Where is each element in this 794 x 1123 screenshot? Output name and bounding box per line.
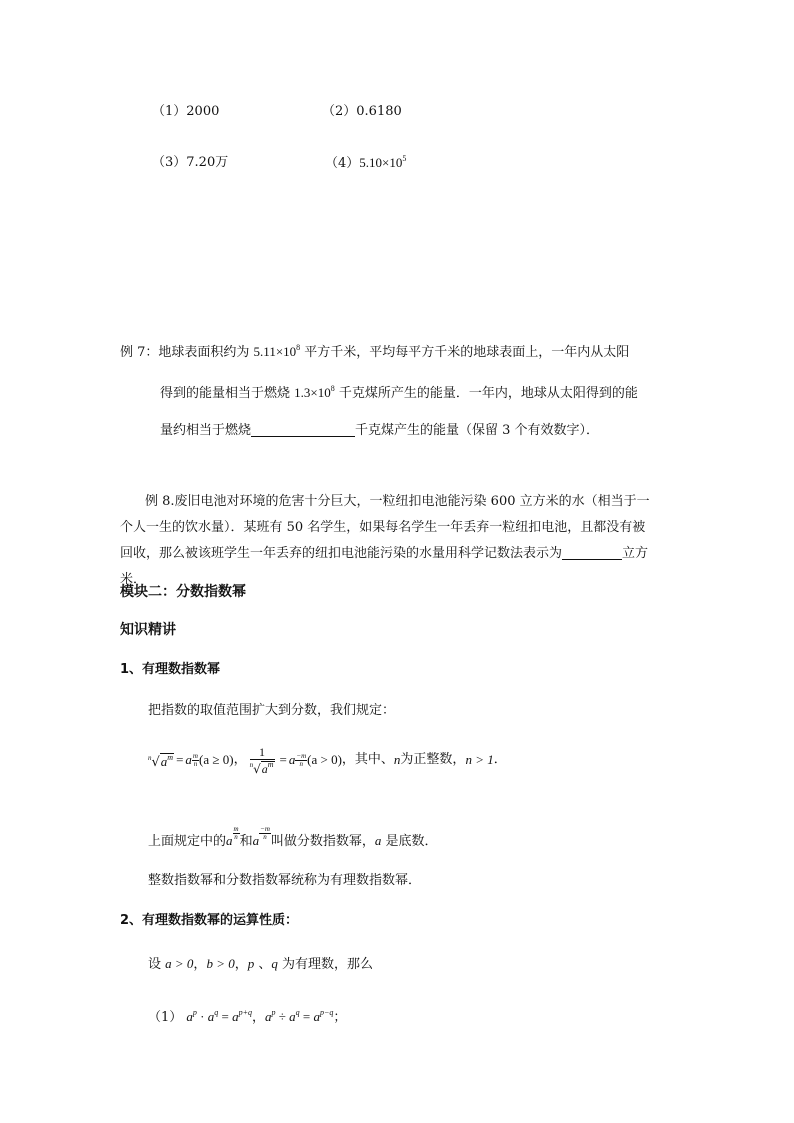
numerator: 1 bbox=[250, 746, 275, 760]
text: 得到的能量相当于燃烧 bbox=[160, 386, 295, 401]
example-7-line-3 bbox=[160, 423, 599, 439]
answer-4-label: （4） bbox=[325, 156, 360, 171]
text: 叫做分数指数幂， bbox=[270, 834, 375, 849]
definition-formula bbox=[148, 744, 507, 776]
condition-b: b > 0 bbox=[206, 956, 235, 971]
knowledge-title: 知识精讲 bbox=[120, 622, 176, 638]
var-a: a bbox=[374, 833, 382, 848]
text: 千克煤所产生的能量．一年内，地球从太阳得到的能 bbox=[334, 386, 638, 401]
denominator: $^n√a^m$ bbox=[249, 759, 274, 776]
example-7-line-2 bbox=[160, 385, 638, 402]
text: 千克煤产生的能量（保留 3 个有效数字）． bbox=[355, 423, 600, 438]
rule-label: （1） bbox=[148, 1010, 183, 1025]
text: 上面规定中的 bbox=[148, 834, 227, 849]
condition: (a ≥ 0) bbox=[198, 752, 234, 767]
base: a bbox=[252, 833, 260, 848]
root-index: n bbox=[148, 753, 152, 762]
fraction-exponent: m n bbox=[192, 751, 198, 768]
text: 、 bbox=[254, 957, 272, 972]
coal-value: 1.3×10 bbox=[294, 385, 331, 400]
comma: ， bbox=[233, 752, 247, 767]
base: a bbox=[226, 833, 233, 848]
section-1-intro: 把指数的取值范围扩大到分数，我们规定： bbox=[148, 703, 396, 718]
equals-sign: = bbox=[279, 752, 287, 767]
coal-exponent: 8 bbox=[330, 384, 335, 393]
section-1-description bbox=[148, 826, 438, 850]
module-title: 模块二：分数指数幂 bbox=[120, 584, 246, 600]
negative-fraction-exponent: −m n bbox=[296, 751, 307, 768]
radicand: $a^m$ bbox=[160, 752, 174, 769]
section-1-summary: 整数指数幂和分数指数幂统称为有理数指数幂． bbox=[148, 873, 422, 888]
text: 设 bbox=[148, 957, 166, 972]
reciprocal-fraction bbox=[250, 746, 275, 775]
answer-blank[interactable] bbox=[251, 423, 355, 437]
text: ， bbox=[193, 957, 207, 972]
var-q: q bbox=[271, 956, 278, 971]
text: 为正整数， bbox=[400, 752, 466, 767]
section-2-title: 2、有理数指数幂的运算性质： bbox=[120, 913, 299, 928]
example-8-line-3 bbox=[120, 546, 648, 562]
base: a bbox=[185, 752, 192, 767]
var-n: n bbox=[393, 752, 401, 767]
base: a bbox=[288, 752, 296, 767]
text: 立方 bbox=[622, 546, 649, 561]
section-1-title: 1、有理数指数幂 bbox=[120, 662, 221, 677]
var-p: p bbox=[247, 956, 255, 971]
text: 为有理数，那么 bbox=[277, 957, 374, 972]
example-8-line-2: 个人一生的饮水量）．某班有 50 名学生，如果每名学生一年丢弃一粒纽扣电池，且都没有被 bbox=[120, 520, 646, 535]
answer-3: （3）7.20万 bbox=[152, 155, 229, 170]
equals-sign: = bbox=[176, 752, 184, 767]
condition-a: a > 0 bbox=[165, 956, 194, 971]
condition: (a > 0) bbox=[307, 752, 342, 767]
section-2-assumption bbox=[148, 956, 373, 973]
negative-fraction-exponent: $\frac{-m}{n}$ bbox=[260, 825, 270, 841]
text: ， bbox=[234, 957, 248, 972]
answer-blank[interactable] bbox=[562, 546, 622, 560]
answer-4 bbox=[325, 155, 406, 172]
answer-4-exponent: 5 bbox=[402, 154, 407, 163]
rule-1: （1） $a^p \cdot a^q = a^{p+q}$，$a^p \div a^q = a^{p-q}$； bbox=[148, 1008, 347, 1025]
text: ． bbox=[493, 752, 507, 767]
area-value: 5.11×10 bbox=[253, 344, 297, 359]
text: 回收，那么被该班学生一年丢弃的纽扣电池能污染的水量用科学记数法表示为 bbox=[120, 546, 563, 561]
answer-1: （1）2000 bbox=[152, 104, 220, 119]
text: 是底数． bbox=[381, 834, 438, 849]
radical-1: $^n√a^m$ bbox=[148, 752, 174, 770]
example-8-line-1: 例 8.废旧电池对环境的危害十分巨大，一粒纽扣电池能污染 600 立方米的水（相当于一 bbox=[145, 494, 650, 509]
text: 例 7：地球表面积约为 bbox=[120, 345, 254, 360]
fraction-exponent: $\frac{m}{n}$ bbox=[233, 825, 239, 841]
area-exponent: 8 bbox=[296, 343, 301, 352]
example-7-line-1 bbox=[120, 344, 629, 361]
text: ，其中、 bbox=[341, 752, 394, 767]
text: 和 bbox=[239, 834, 253, 849]
condition-n: n > 1 bbox=[465, 752, 494, 767]
text: 量约相当于燃烧 bbox=[160, 423, 252, 438]
example-8-line-4: 米． bbox=[120, 572, 147, 587]
text: 平方千米，平均每平方千米的地球表面上，一年内从太阳 bbox=[300, 345, 630, 360]
answer-2: （2）0.6180 bbox=[322, 104, 402, 119]
answer-4-value: 5.10×10 bbox=[359, 155, 403, 170]
